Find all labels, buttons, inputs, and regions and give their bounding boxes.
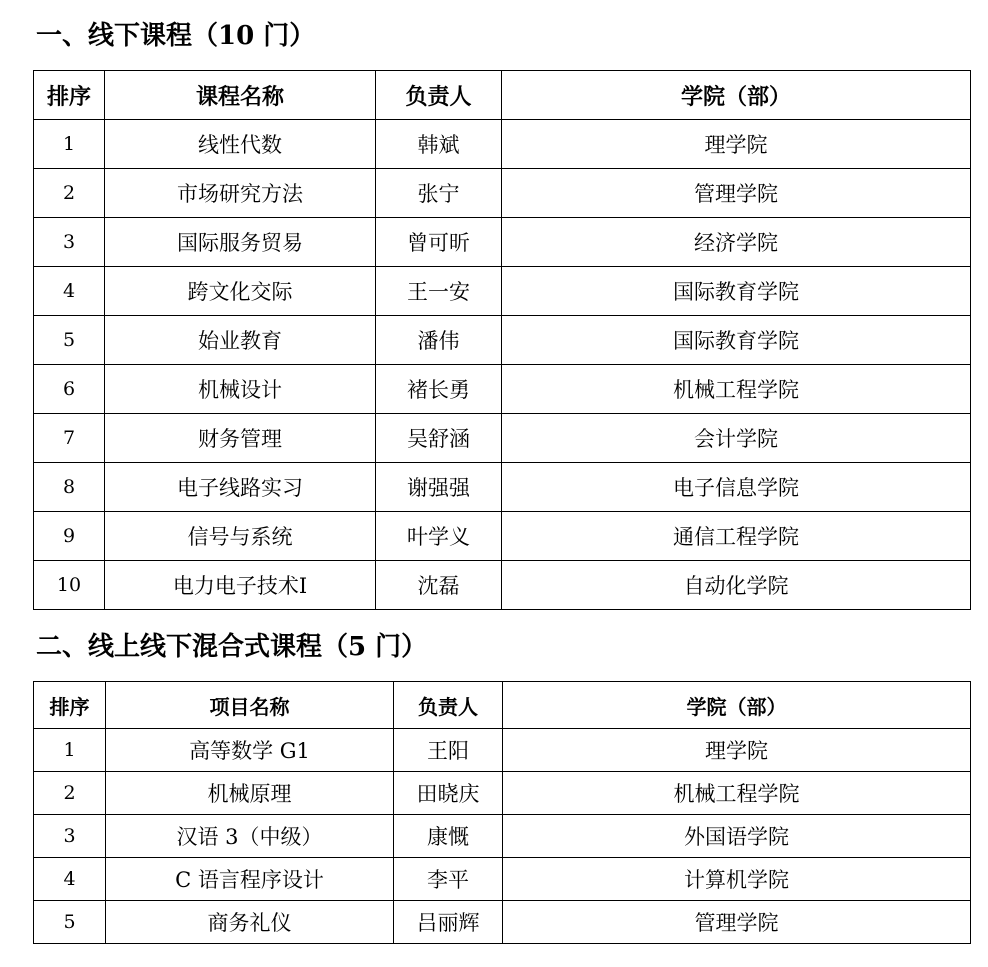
header-owner: 负责人 [394,682,503,729]
offline-course-table [33,70,971,610]
table-row [34,901,971,944]
cell-owner: 康慨 [394,815,503,858]
blended-course-table [33,681,971,944]
cell-college: 自动化学院 [502,561,971,610]
cell-college: 机械工程学院 [502,365,971,414]
cell-course-name: 商务礼仪 [106,901,394,944]
cell-course-name: 市场研究方法 [105,169,376,218]
header-course-name: 课程名称 [105,71,376,120]
cell-college: 理学院 [502,120,971,169]
cell-college: 外国语学院 [503,815,971,858]
table-header-row [34,682,971,729]
cell-owner: 曾可昕 [376,218,502,267]
section-1-title: 一、线下课程（10 门） [36,21,316,51]
cell-course-name: 始业教育 [105,316,376,365]
cell-owner: 田晓庆 [394,772,503,815]
cell-rank: 3 [34,815,106,858]
cell-owner: 褚长勇 [376,365,502,414]
cell-college: 国际教育学院 [502,267,971,316]
cell-course-name: 线性代数 [105,120,376,169]
cell-college: 理学院 [503,729,971,772]
cell-college: 通信工程学院 [502,512,971,561]
table-row [34,729,971,772]
table-row [34,414,971,463]
cell-rank: 1 [34,120,105,169]
cell-college: 机械工程学院 [503,772,971,815]
table-row [34,561,971,610]
table-row [34,463,971,512]
table-header-row [34,71,971,120]
cell-college: 国际教育学院 [502,316,971,365]
table-row [34,267,971,316]
cell-owner: 谢强强 [376,463,502,512]
cell-college: 经济学院 [502,218,971,267]
cell-owner: 王一安 [376,267,502,316]
cell-course-name: C 语言程序设计 [106,858,394,901]
cell-course-name: 财务管理 [105,414,376,463]
cell-college: 计算机学院 [503,858,971,901]
cell-owner: 吴舒涵 [376,414,502,463]
cell-college: 电子信息学院 [502,463,971,512]
table-row [34,169,971,218]
cell-rank: 7 [34,414,105,463]
cell-owner: 吕丽辉 [394,901,503,944]
cell-rank: 10 [34,561,105,610]
cell-owner: 李平 [394,858,503,901]
table-row [34,365,971,414]
cell-rank: 4 [34,267,105,316]
cell-college: 管理学院 [502,169,971,218]
cell-course-name: 跨文化交际 [105,267,376,316]
table-row [34,512,971,561]
header-college: 学院（部） [503,682,971,729]
table-row [34,120,971,169]
cell-course-name: 机械设计 [105,365,376,414]
cell-rank: 8 [34,463,105,512]
header-project-name: 项目名称 [106,682,394,729]
header-rank: 排序 [34,71,105,120]
cell-course-name: 机械原理 [106,772,394,815]
cell-course-name: 电子线路实习 [105,463,376,512]
table-row [34,218,971,267]
cell-rank: 1 [34,729,106,772]
cell-course-name: 高等数学 G1 [106,729,394,772]
section-2-title: 二、线上线下混合式课程（5 门） [36,632,428,662]
cell-owner: 张宁 [376,169,502,218]
cell-rank: 2 [34,169,105,218]
cell-rank: 2 [34,772,106,815]
cell-college: 管理学院 [503,901,971,944]
cell-rank: 4 [34,858,106,901]
cell-rank: 6 [34,365,105,414]
cell-rank: 5 [34,316,105,365]
cell-rank: 3 [34,218,105,267]
table-row [34,316,971,365]
header-rank: 排序 [34,682,106,729]
cell-course-name: 国际服务贸易 [105,218,376,267]
table-row [34,772,971,815]
cell-rank: 5 [34,901,106,944]
table-row [34,815,971,858]
table-row [34,858,971,901]
cell-owner: 王阳 [394,729,503,772]
cell-owner: 叶学义 [376,512,502,561]
cell-course-name: 汉语 3（中级） [106,815,394,858]
cell-college: 会计学院 [502,414,971,463]
cell-course-name: 电力电子技术I [105,561,376,610]
header-owner: 负责人 [376,71,502,120]
cell-owner: 潘伟 [376,316,502,365]
cell-owner: 韩斌 [376,120,502,169]
cell-rank: 9 [34,512,105,561]
cell-owner: 沈磊 [376,561,502,610]
header-college: 学院（部） [502,71,971,120]
cell-course-name: 信号与系统 [105,512,376,561]
